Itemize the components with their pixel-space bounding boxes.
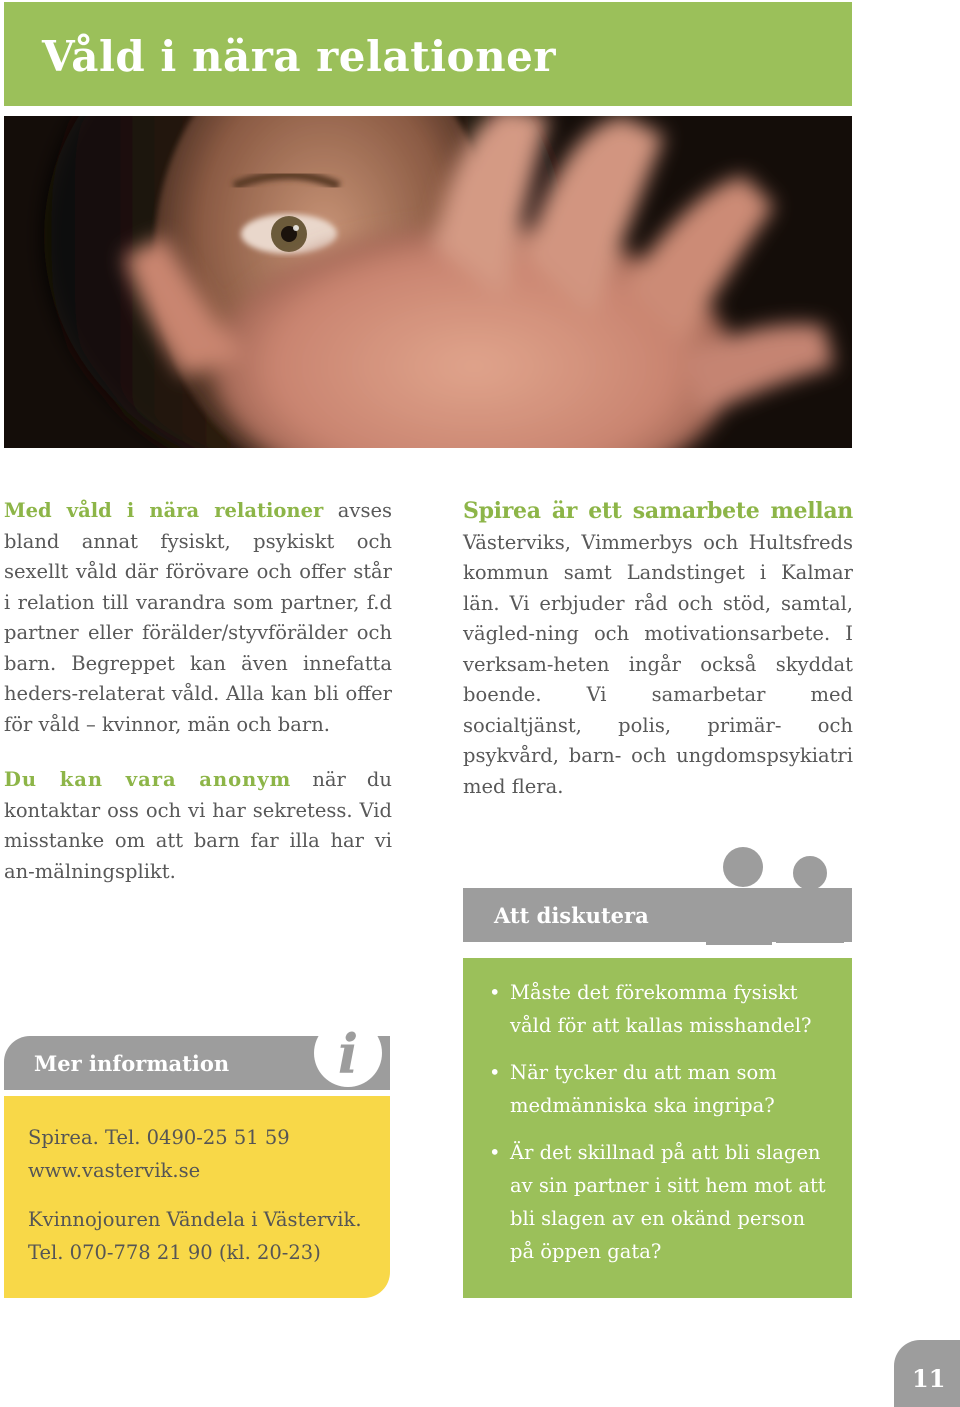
intro-lead: Med våld i nära relationer <box>4 499 324 522</box>
spirea-body: Västerviks, Vimmerbys och Hultsfreds kommun samt Landstinget i Kalmar län. Vi erbjuder råd och stöd, samtal, vägled-ning och motivationsarbete. I verksam-heten ingår också skyddat boende. Vi samarbetar med socialtjänst, polis, primär- och psykvård, barn- och ungdomspsykiatri med flera. <box>463 530 853 798</box>
bullet: • <box>489 1141 501 1164</box>
info-icon-letter: i <box>337 1022 359 1086</box>
kvinnojouren-name: Kvinnojouren Vändela i Västervik. <box>28 1208 362 1231</box>
website-link[interactable]: www.vastervik.se <box>28 1159 201 1182</box>
info-box <box>4 1096 390 1298</box>
list-item <box>487 1056 827 1122</box>
spirea-phone: Spirea. Tel. 0490-25 51 59 <box>28 1126 290 1149</box>
hero-photo <box>4 116 852 448</box>
spirea-contact <box>28 1121 378 1187</box>
spirea-lead: Spirea är ett samarbete mellan <box>463 498 853 524</box>
discuss-question-1: Måste det förekomma fysiskt våld för att kallas misshandel? <box>510 981 812 1037</box>
kvinnojouren-phone: Tel. 070-778 21 90 (kl. 20-23) <box>28 1241 321 1264</box>
intro-body: avses bland annat fysiskt, psykiskt och sexellt våld där förövare och offer står i relation till varandra som partner, f.d partner eller förälder/styvförälder och barn. Begreppet kan även innefatta heders-relaterat våld. Alla kan bli offer för våld – kvinnor, män och barn. <box>4 499 392 736</box>
eye-icon <box>241 214 337 254</box>
anonym-body: när du kontaktar oss och vi har sekretess. Vid misstanke om att barn far illa har vi an-mälningsplikt. <box>4 768 392 883</box>
discuss-question-2: När tycker du att man som medmänniska ska ingripa? <box>510 1061 777 1117</box>
discuss-list <box>487 976 827 1282</box>
intro-paragraph <box>4 496 392 740</box>
info-label: Mer information <box>34 1051 230 1076</box>
discuss-question-3: Är det skillnad på att bli slagen av sin partner i sitt hem mot att bli slagen av en okänd person på öppen gata? <box>510 1141 826 1263</box>
info-icon <box>312 1017 384 1089</box>
anonym-lead: Du kan vara anonym <box>4 768 292 791</box>
kvinnojouren-contact <box>28 1203 378 1269</box>
page-number-box <box>894 1340 960 1407</box>
discuss-tab <box>463 888 852 942</box>
bullet: • <box>489 1061 501 1084</box>
page-number: 11 <box>912 1364 946 1393</box>
discuss-box <box>463 958 852 1298</box>
discuss-label: Att diskutera <box>494 903 649 928</box>
hand-photo-illustration <box>4 116 852 448</box>
bullet: • <box>489 981 501 1004</box>
header-band <box>4 2 852 106</box>
list-item <box>487 1136 827 1268</box>
anonym-paragraph <box>4 765 392 887</box>
spirea-paragraph <box>463 496 853 802</box>
page-title: Våld i nära relationer <box>42 32 556 81</box>
spirea-column <box>463 496 853 802</box>
list-item <box>487 976 827 1042</box>
intro-column <box>4 496 392 912</box>
